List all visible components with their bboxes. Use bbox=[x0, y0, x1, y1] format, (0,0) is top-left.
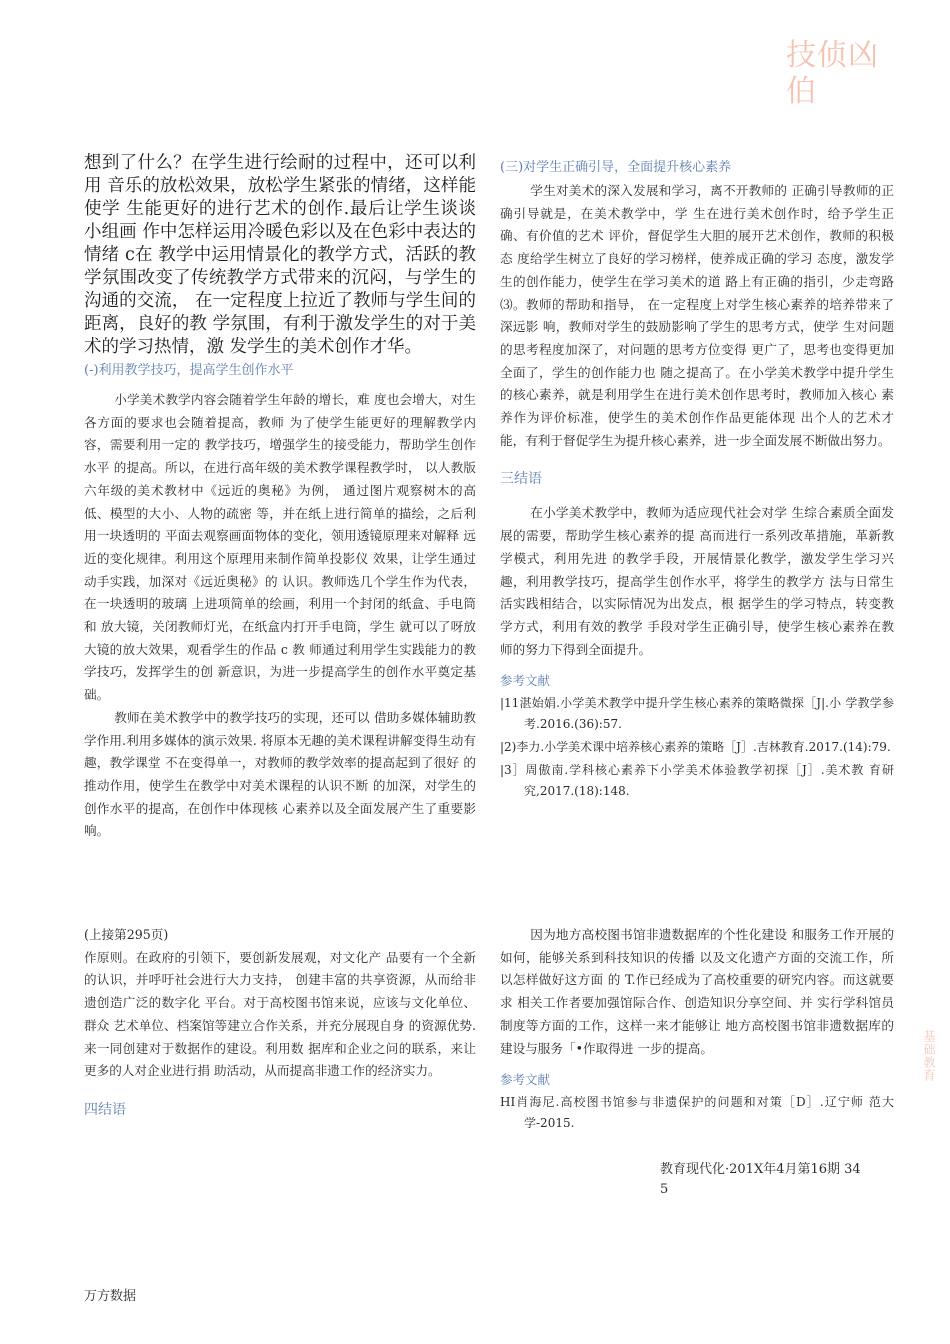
reference-item: |11湛始娟.小学美术教学中提升学生核心素养的策略微探［J|.小 学教学参考.2016.(36):57. bbox=[500, 696, 894, 732]
reference-item: |2)李力.小学美术课中培养核心素养的策略［J］.吉林教育.2017.(14):79. bbox=[500, 740, 891, 755]
right-column bbox=[500, 156, 894, 804]
lead-paragraph: 想到了什么？在学生进行绘耐的过程中，还可以利用 音乐的放松效果，放松学生紧张的情绪，这样能使学 生能更好的进行艺术的创作.最后让学生谈谈小组画 作中怎样运用冷暖色彩以及在色彩中表达的情绪 c在 教学中运用情景化的教学方式，活跃的教学氛围改变了传统教学方式带来的沉闷，与学生的沟通的交流， 在一定程度上拉近了教师与学生间的距离，良好的教 学氛围，有利于激发学生的对于美术的学习热情，激 发学生的美术创作才华。 bbox=[84, 153, 476, 357]
body-paragraph: 学生对美术的深入发展和学习，离不开教师的 正确引导教师的正确引导就是，在美术教学中，学 生在进行美术创作时，给予学生正确、有价值的艺术 评价，督促学生大胆的展开艺术创作，教师的积极态 度给学生树立了良好的学习榜样，使养成正确的学习 态度，激发学生的创作能力，使学生在学习美术的道 路上有正确的指引，少走弯路⑶。教师的帮助和指导， 在一定程度上对学生核心素养的培养带来了深远影 响，教师对学生的鼓励影响了学生的思考方式，使学 生对问题的思考程度加深了，对问题的思考方位变得 更广了，思考也变得更加全面了，学生的创作能力也 随之提高了。在小学美术教学中提升学生的核心素养，就是利用学生在进行美术创作思考时，教师加入核心 素养作为评价标准，使学生的美术创作作品更能体现 出个人的艺术才能，有利于督促学生为提升核心素养，进一步全面发展不断做出努力。 bbox=[500, 183, 894, 448]
references-heading: 参考文献 bbox=[500, 673, 551, 689]
bottom-right-column bbox=[500, 924, 894, 1136]
watermark-text: 万方数据 bbox=[84, 1289, 137, 1304]
body-paragraph: 因为地方高校图书馆非遗数据库的个性化建设 和服务工作开展的如何，能够关系到科技知识的传播 以及文化遗产方面的交流工作，所以怎样做好这方面 的 T.作已经成为了高校重要的研究内容。而这就要求 相关工作者要加强馆际合作、创造知识分享空间、并 实行学科馆员制度等方面的工作，这样一来才能够让 地方高校图书馆非遗数据库的建设与服务「•作取得进 一步的提高。 bbox=[500, 927, 894, 1056]
body-paragraph: 小学美术教学内容会随着学生年龄的增长，难 度也会增大，对生各方面的要求也会随着提高，教师 为了使学生能更好的理解教学内容，需要利用一定的 教学技巧，增强学生的接受能力，帮助学生创作水平 的提高。所以，在进行高年级的美术教学课程教学时， 以人教版六年级的美术教材中《远近的奥秘》为例， 通过图片观察树木的高低、模型的大小、人物的疏密 等，并在纸上进行简单的描绘，之后利用一块透明的 平面去观察画面物体的变化，领用透镜原理来对解释 远近的变化规律。利用这个原理用来制作简单投影仪 效果，让学生通过动手实践，加深对《远近奥秘》的 认识。教师选几个学生作为代表，在一块透明的玻璃 上进项简单的绘画，利用一个封闭的纸盒、手电筒和 放大镜，关闭教师灯光，在纸盒内打开手电筒，学生 就可以了呀放大镜的放大效果，观看学生的作品 c 教 师通过利用学生实践能力的教学技巧，发挥学生的创 新意识，为进一步提高学生的创作水平奠定基础。 bbox=[84, 392, 476, 703]
body-paragraph: 作原则。在政府的引领下，要创新发展观，对文化产 品要有一个全新的认识，并呼吁社会进行大力支持， 创建丰富的共享资源，从而给非遗创造广泛的数字化 平台。对于高校图书馆来说，应该与文化单位、群众 艺术单位、档案馆等建立合作关系，并充分展现自身 的资源优势.来一同创建对于数据作的建设。利用数 据库和企业之问的联系，来让更多的人对企业进行捐 助活动，从而提高非遗工作的经济实力。 bbox=[84, 949, 476, 1079]
reference-item: HI肖海尼.高校图书馆参与非遗保护的问题和对策［D］.辽宁师 范大学-2015. bbox=[500, 1095, 894, 1131]
left-column bbox=[84, 152, 476, 843]
journal-line: 教育现代化·201X年4月第16期 34 bbox=[660, 1162, 861, 1177]
reference-item: |3］周傲南.学科核心素养下小学美术体验教学初探［J］.美术教 育研究,2017.(18):148. bbox=[500, 763, 894, 799]
continuation-note: (上接第295页) bbox=[84, 927, 169, 942]
body-paragraph: 教师在美术教学中的教学技巧的实现，还可以 借助多媒体辅助教学作用.利用多媒体的演示效果. 将原本无趣的美术课程讲解变得生动有趣，教学课堂 不在变得单一，对教师的教学效率的提高起到了很好 的推动作用，使学生在教学中对美术课程的认识不断 的加深，对学生的创作水平的提高，在创作中体现核 心素养以及全面发展产生了重要影响。 bbox=[84, 709, 476, 839]
corner-logo-text: 技侦凶伯 bbox=[786, 38, 879, 109]
conclusion-heading: 三结语 bbox=[500, 471, 542, 488]
page-suffix: 5 bbox=[660, 1182, 669, 1197]
section-heading-techniques: (-)利用教学技巧，提高学生创作水平 bbox=[84, 363, 294, 378]
journal-footer bbox=[660, 1160, 900, 1200]
bottom-left-column bbox=[84, 924, 476, 1133]
references-heading: 参考文献 bbox=[500, 1072, 551, 1088]
conclusion-heading: 四结语 bbox=[84, 1101, 126, 1118]
side-section-tab: 基础教育 bbox=[922, 1030, 936, 1082]
section-heading-guidance: (三)对学生正确引导，全面提升核心素养 bbox=[500, 160, 732, 175]
body-paragraph: 在小学美术教学中，教师为适应现代社会对学 生综合素质全面发展的需要，帮助学生核心素养的提 高而进行一系列改革措施，革新教学模式，利用先进 的教学手段，开展情景化教学，激发学生学习兴趣，利用教学技巧，提高学生创作水平，将学生的教学方 法与日常生活实践相结合，以实际情况为出发点，根 据学生的学习特点，转变教学方式，利用有效的教学 手段对学生正确引导，使学生核心素养在教师的努力下得到全面提升。 bbox=[500, 505, 894, 657]
